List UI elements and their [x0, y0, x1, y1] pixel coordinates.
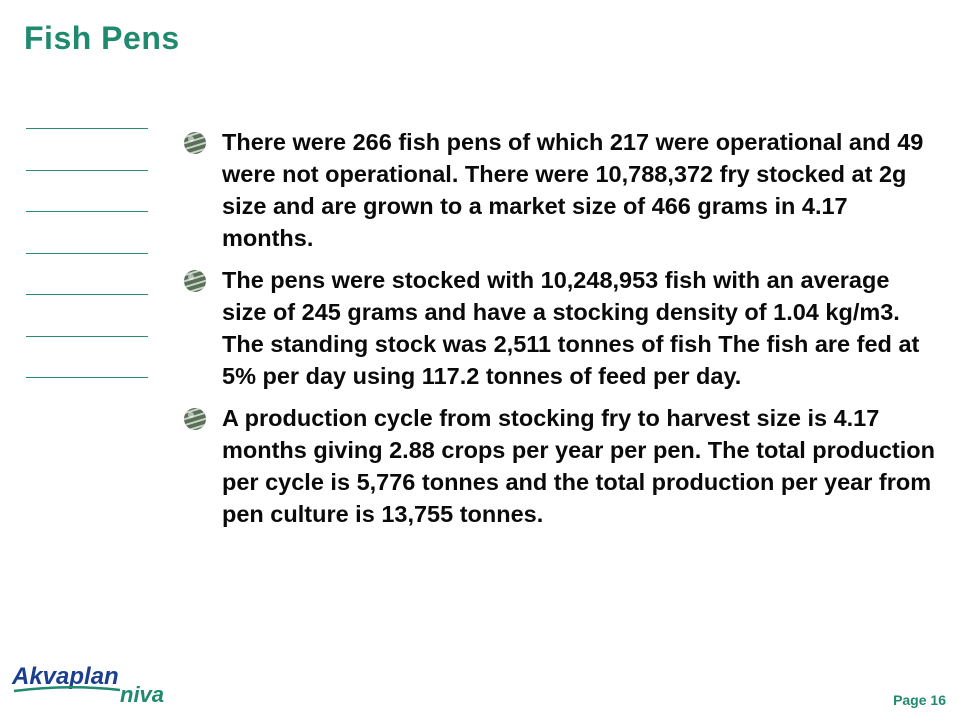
divider [26, 294, 148, 295]
divider [26, 377, 148, 378]
page-number: Page 16 [893, 692, 946, 708]
striped-sphere-icon [182, 268, 208, 294]
striped-sphere-icon [182, 406, 208, 432]
bullet-text: A production cycle from stocking fry to harvest size is 4.17 months giving 2.88 crops per year per pen. The total production per cycle is 5,776 tonnes and the total production per year from pen culture is 13,755 tonnes. [222, 405, 935, 527]
bullet-item [180, 264, 940, 392]
logo-text-main: Akvaplan [12, 663, 119, 690]
akvaplan-niva-logo [8, 660, 178, 708]
divider [26, 170, 148, 171]
bullet-item [180, 402, 940, 530]
bullet-list [180, 126, 940, 540]
slide-title: Fish Pens [24, 20, 180, 56]
logo-text-sub: niva [120, 682, 165, 707]
bullet-text: The pens were stocked with 10,248,953 fish with an average size of 245 grams and have a stocking density of 1.04 kg/m3. The standing stock was 2,511 tonnes of fish The fish are fed at 5% per day using 117.2 tonnes of feed per day. [222, 267, 920, 389]
divider [26, 336, 148, 337]
bullet-text: There were 266 fish pens of which 217 were operational and 49 were not operational. There were 10,788,372 fry stocked at 2g size and are grown to a market size of 466 grams in 4.17 months. [222, 129, 924, 251]
divider [26, 253, 148, 254]
side-decorative-rules [26, 128, 148, 419]
striped-sphere-icon [182, 130, 208, 156]
divider [26, 211, 148, 212]
bullet-item [180, 126, 940, 254]
divider [26, 128, 148, 129]
